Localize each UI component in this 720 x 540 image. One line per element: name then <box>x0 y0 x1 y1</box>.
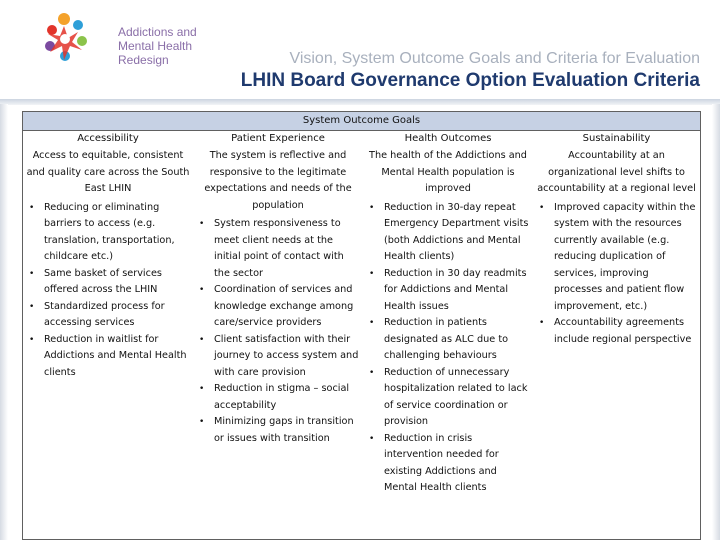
left-edge-shadow <box>0 104 8 540</box>
logo <box>30 8 210 70</box>
column-description: Accountability at an organizational level shifts to accountability at a regional level <box>537 150 696 194</box>
column-heading: Accessibility <box>77 133 139 144</box>
list-item: • Reduction in crisis intervention needed for existing Addictions and Mental Health clients <box>363 431 533 497</box>
list-item: • Reduction in 30 day readmits for Addictions and Mental Health issues <box>363 266 533 316</box>
right-edge-shadow <box>712 104 720 540</box>
logo-wordmark <box>118 25 197 67</box>
list-item: • Reducing or eliminating barriers to access (e.g. translation, transportation, childcare etc.) <box>23 200 193 266</box>
column-health-outcomes <box>363 130 533 539</box>
column-accessibility <box>23 130 193 539</box>
logo-line: Addictions and <box>118 25 197 39</box>
people-circle-logo-icon <box>38 8 100 70</box>
criteria-table <box>22 111 701 540</box>
list-item: • Accountability agreements include regional perspective <box>533 315 700 348</box>
list-item: • Reduction in waitlist for Addictions and Mental Health clients <box>23 332 193 382</box>
column-description: Access to equitable, consistent and quality care across the South East LHIN <box>26 150 190 194</box>
logo-line: Redesign <box>118 53 169 67</box>
criteria-list <box>23 198 193 382</box>
table-band-header <box>23 112 700 131</box>
column-sustainability <box>533 130 700 539</box>
criteria-list <box>533 198 700 349</box>
column-heading: Sustainability <box>582 133 651 144</box>
criteria-list <box>363 198 533 497</box>
list-item: • System responsiveness to meet client needs at the initial point of contact with the sector <box>193 216 363 282</box>
column-heading: Patient Experience <box>231 133 325 144</box>
column-description: The system is reflective and responsive to the legitimate expectations and needs of the population <box>204 150 352 211</box>
list-item: • Standardized process for accessing services <box>23 299 193 332</box>
band-label: System Outcome Goals <box>302 115 421 126</box>
column-description: The health of the Addictions and Mental Health population is improved <box>369 150 527 194</box>
logo-line: Mental Health <box>118 39 193 53</box>
column-heading: Health Outcomes <box>404 133 492 144</box>
slide-title: LHIN Board Governance Option Evaluation Criteria <box>240 70 700 91</box>
column-patient-experience <box>193 130 363 539</box>
list-item: • Reduction in 30-day repeat Emergency Department visits (both Addictions and Mental Health clients) <box>363 200 533 266</box>
list-item: • Minimizing gaps in transition or issues with transition <box>193 414 363 447</box>
list-item: • Reduction of unnecessary hospitalization related to lack of service coordination or provision <box>363 365 533 431</box>
criteria-list <box>193 214 363 447</box>
slide-subtitle: Vision, System Outcome Goals and Criteria for Evaluation <box>289 50 700 67</box>
list-item: • Client satisfaction with their journey to access system and with care provision <box>193 332 363 382</box>
list-item: • Reduction in stigma – social acceptability <box>193 381 363 414</box>
list-item: • Same basket of services offered across the LHIN <box>23 266 193 299</box>
title-divider <box>0 99 720 105</box>
list-item: • Coordination of services and knowledge exchange among care/service providers <box>193 282 363 332</box>
list-item: • Improved capacity within the system with the resources currently available (e.g. reducing duplication of services, improving processes and patient flow improvement, etc.) <box>533 200 700 316</box>
list-item: • Reduction in patients designated as ALC due to challenging behaviours <box>363 315 533 365</box>
